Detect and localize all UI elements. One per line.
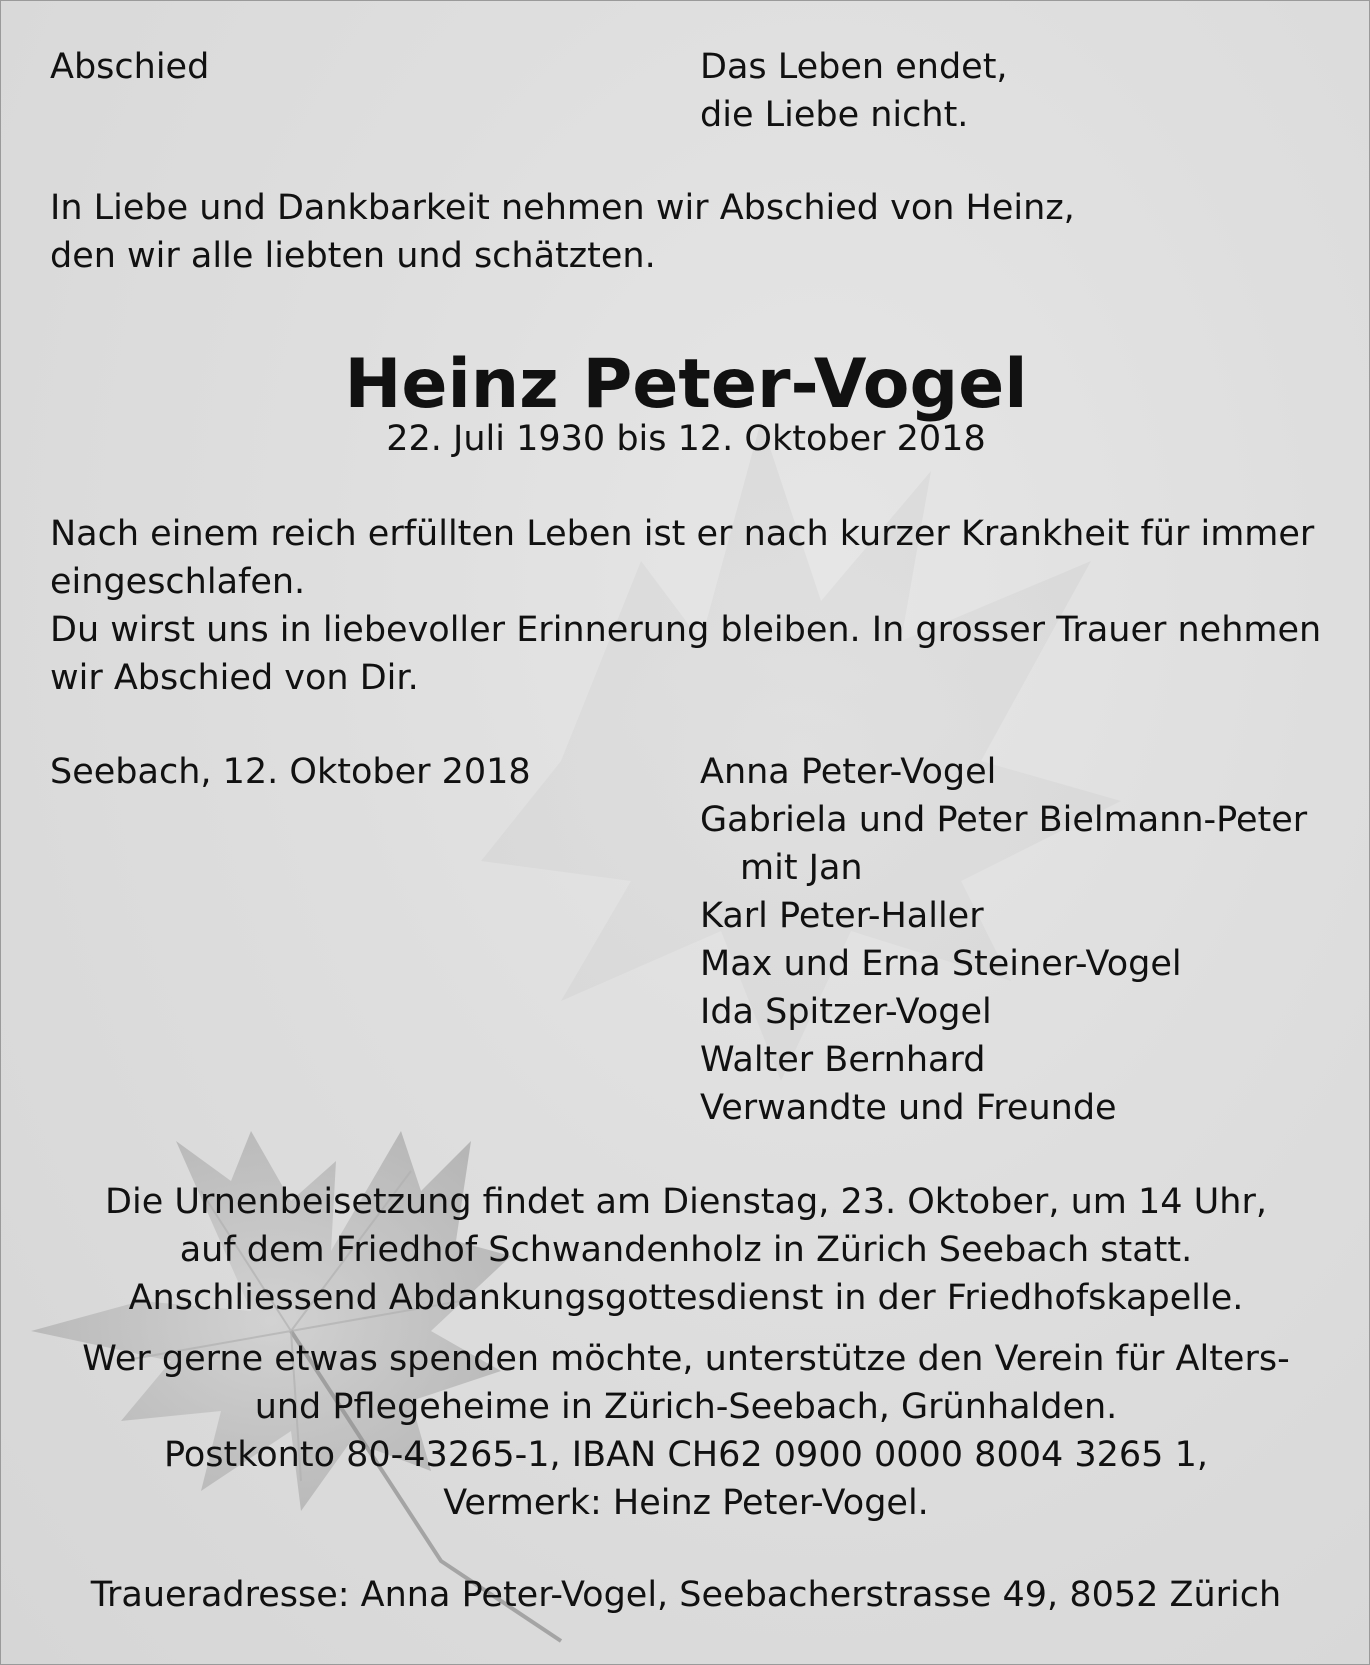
header-title: Abschied bbox=[50, 47, 210, 87]
mourner: Gabriela und Peter Bielmann-Peter bbox=[700, 800, 1308, 840]
message-line: eingeschlafen. bbox=[50, 562, 306, 602]
life-dates: 22. Juli 1930 bis 12. Oktober 2018 bbox=[386, 419, 986, 459]
mourner: Walter Bernhard bbox=[700, 1040, 986, 1080]
mourners-list bbox=[700, 748, 1307, 1132]
donation-line: Postkonto 80-43265-1, IBAN CH62 0900 0000 8004 3265 1, bbox=[164, 1435, 1208, 1475]
place-date: Seebach, 12. Oktober 2018 bbox=[50, 752, 531, 792]
motto-line: Das Leben endet, bbox=[700, 47, 1008, 87]
motto bbox=[700, 43, 1008, 139]
mourner: Verwandte und Freunde bbox=[700, 1088, 1117, 1128]
donation-info bbox=[1, 1335, 1370, 1527]
intro-line: den wir alle liebten und schätzten. bbox=[50, 236, 656, 276]
intro-line: In Liebe und Dankbarkeit nehmen wir Abschied von Heinz, bbox=[50, 188, 1075, 228]
ceremony-line: Die Urnenbeisetzung findet am Dienstag, 23. Oktober, um 14 Uhr, bbox=[105, 1182, 1267, 1222]
intro-text bbox=[50, 184, 1075, 280]
message-line: Nach einem reich erfüllten Leben ist er nach kurzer Krankheit für immer bbox=[50, 514, 1315, 554]
mourning-address: Traueradresse: Anna Peter-Vogel, Seebacherstrasse 49, 8052 Zürich bbox=[90, 1575, 1282, 1615]
message-text bbox=[50, 510, 1321, 702]
donation-line: Vermerk: Heinz Peter-Vogel. bbox=[443, 1483, 929, 1523]
mourner: Max und Erna Steiner-Vogel bbox=[700, 944, 1182, 984]
motto-line: die Liebe nicht. bbox=[700, 95, 969, 135]
deceased-name: Heinz Peter-Vogel bbox=[344, 345, 1028, 424]
message-line: wir Abschied von Dir. bbox=[50, 658, 419, 698]
mourner: mit Jan bbox=[740, 848, 863, 888]
ceremony-line: Anschliessend Abdankungsgottesdienst in der Friedhofskapelle. bbox=[128, 1278, 1244, 1318]
donation-line: und Pflegeheime in Zürich-Seebach, Grünhalden. bbox=[254, 1387, 1118, 1427]
message-line: Du wirst uns in liebevoller Erinnerung bleiben. In grosser Trauer nehmen bbox=[50, 610, 1322, 650]
ceremony-info bbox=[1, 1178, 1370, 1322]
mourner: Karl Peter-Haller bbox=[700, 896, 984, 936]
mourner: Ida Spitzer-Vogel bbox=[700, 992, 992, 1032]
mourner: Anna Peter-Vogel bbox=[700, 752, 997, 792]
donation-line: Wer gerne etwas spenden möchte, unterstütze den Verein für Alters- bbox=[82, 1339, 1290, 1379]
ceremony-line: auf dem Friedhof Schwandenholz in Zürich Seebach statt. bbox=[179, 1230, 1193, 1270]
